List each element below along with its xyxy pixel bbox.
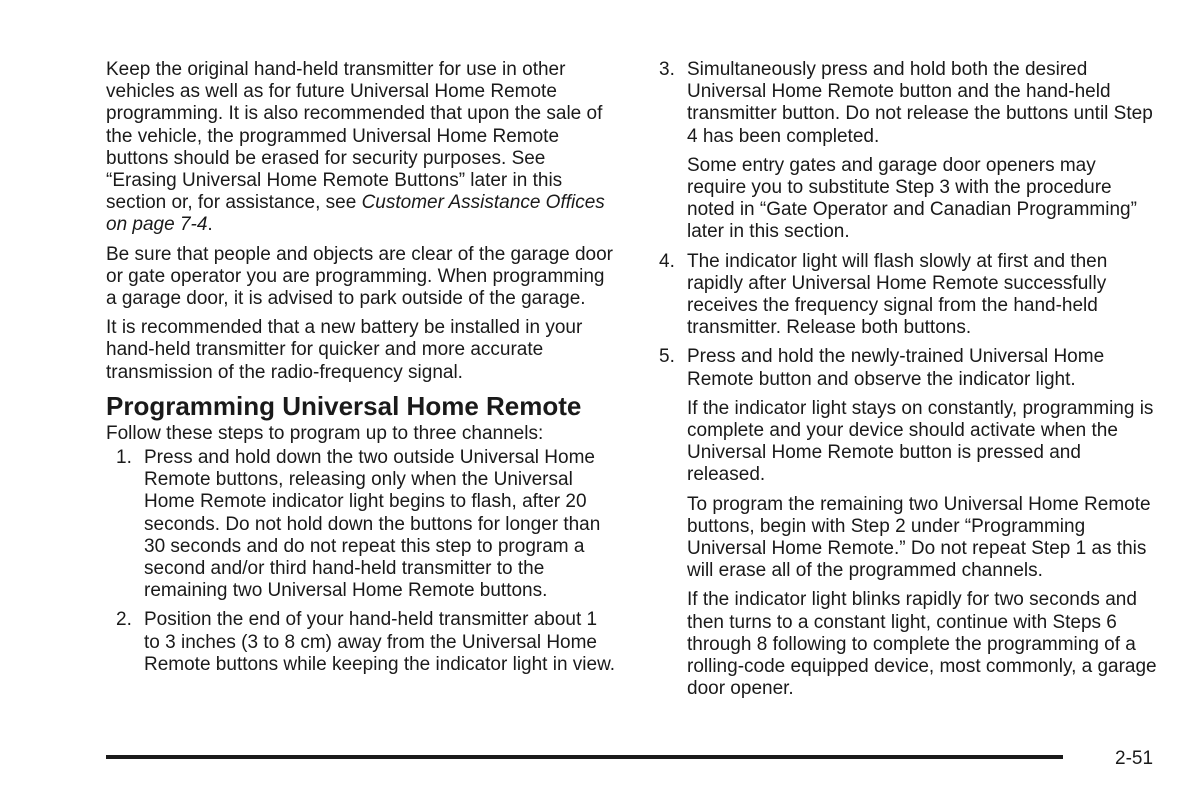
steps-list-right: [659, 59, 1159, 148]
step-item: [116, 609, 618, 676]
page-number: 2-51: [1115, 748, 1154, 769]
step-number: 5.: [659, 346, 675, 368]
step-item: [659, 59, 1159, 148]
paragraph-keep-transmitter: [106, 59, 618, 237]
left-column: [106, 59, 618, 683]
paragraph-safety: Be sure that people and objects are clear of the garage door or gate operator you are programming. When programming a garage door, it is advised to park outside of the garage.: [106, 243, 614, 310]
step-item: [659, 346, 1159, 390]
step-number: 3.: [659, 59, 675, 80]
step-item: [659, 251, 1159, 340]
steps-list-right-2: [659, 251, 1159, 391]
step-text: Press and hold down the two outside Universal Home Remote buttons, releasing only when the Universal Home Remote indicator light begins to flash, after 20 seconds. Do not hold down the buttons for longer than 30 seconds and do not repeat this step to program a second and/or third hand-held transmitter to the remaining two Universal Home Remote buttons.: [144, 447, 601, 602]
note-remaining-buttons: To program the remaining two Universal Home Remote buttons, begin with Step 2 under “Programming Universal Home Remote.” Do not repeat Step 1 as this will erase all of the programmed channels.: [687, 493, 1151, 582]
step-number: 1.: [116, 447, 132, 469]
steps-list-left: [106, 447, 618, 676]
note-light-constant: If the indicator light stays on constantly, programming is complete and your device should activate when the Universal Home Remote button is pressed and released.: [687, 397, 1154, 486]
step-text: The indicator light will flash slowly at first and then rapidly after Universal Home Remote successfully receives the frequency signal from the hand-held transmitter. Release both buttons.: [687, 250, 1108, 339]
step-number: 4.: [659, 250, 675, 272]
intro-text: Follow these steps to program up to three channels:: [106, 422, 544, 444]
note-light-blinks: If the indicator light blinks rapidly for two seconds and then turns to a constant light, continue with Steps 6 through 8 following to complete the programming of a rolling-code equipped device, most commonly, a garage door opener.: [687, 589, 1157, 700]
customer-assistance-reference: Customer Assistance Offices on page 7-4: [106, 192, 605, 236]
step-number: 2.: [116, 609, 132, 631]
note-step-3: Some entry gates and garage door openers may require you to substitute Step 3 with the procedure noted in “Gate Operator and Canadian Programming” later in this section.: [687, 154, 1137, 243]
paragraph-text: Keep the original hand-held transmitter for use in other vehicles as well as for future Universal Home Remote programming. It is also recommended that upon the sale of the vehicle, the programmed Universal Home Remote buttons should be erased for security purposes. See “Erasing Universal Home Remote Buttons” later in this section or, for assistance, see: [106, 59, 603, 214]
step-item: [116, 447, 618, 602]
section-heading: Programming Universal Home Remote: [106, 390, 582, 421]
step-text: Simultaneously press and hold both the desired Universal Home Remote button and the hand-held transmitter button. Do not release the buttons until Step 4 has been completed.: [687, 59, 1153, 147]
paragraph-end: .: [207, 214, 213, 236]
paragraph-battery: It is recommended that a new battery be installed in your hand-held transmitter for quicker and more accurate transmission of the radio-frequency signal.: [106, 317, 583, 383]
step-text: Press and hold the newly-trained Universal Home Remote button and observe the indicator light.: [687, 346, 1105, 390]
footer-rule: [106, 755, 1063, 759]
step-text: Position the end of your hand-held transmitter about 1 to 3 inches (3 to 8 cm) away from the Universal Home Remote buttons while keeping the indicator light in view.: [144, 609, 616, 675]
right-column: [659, 59, 1159, 707]
